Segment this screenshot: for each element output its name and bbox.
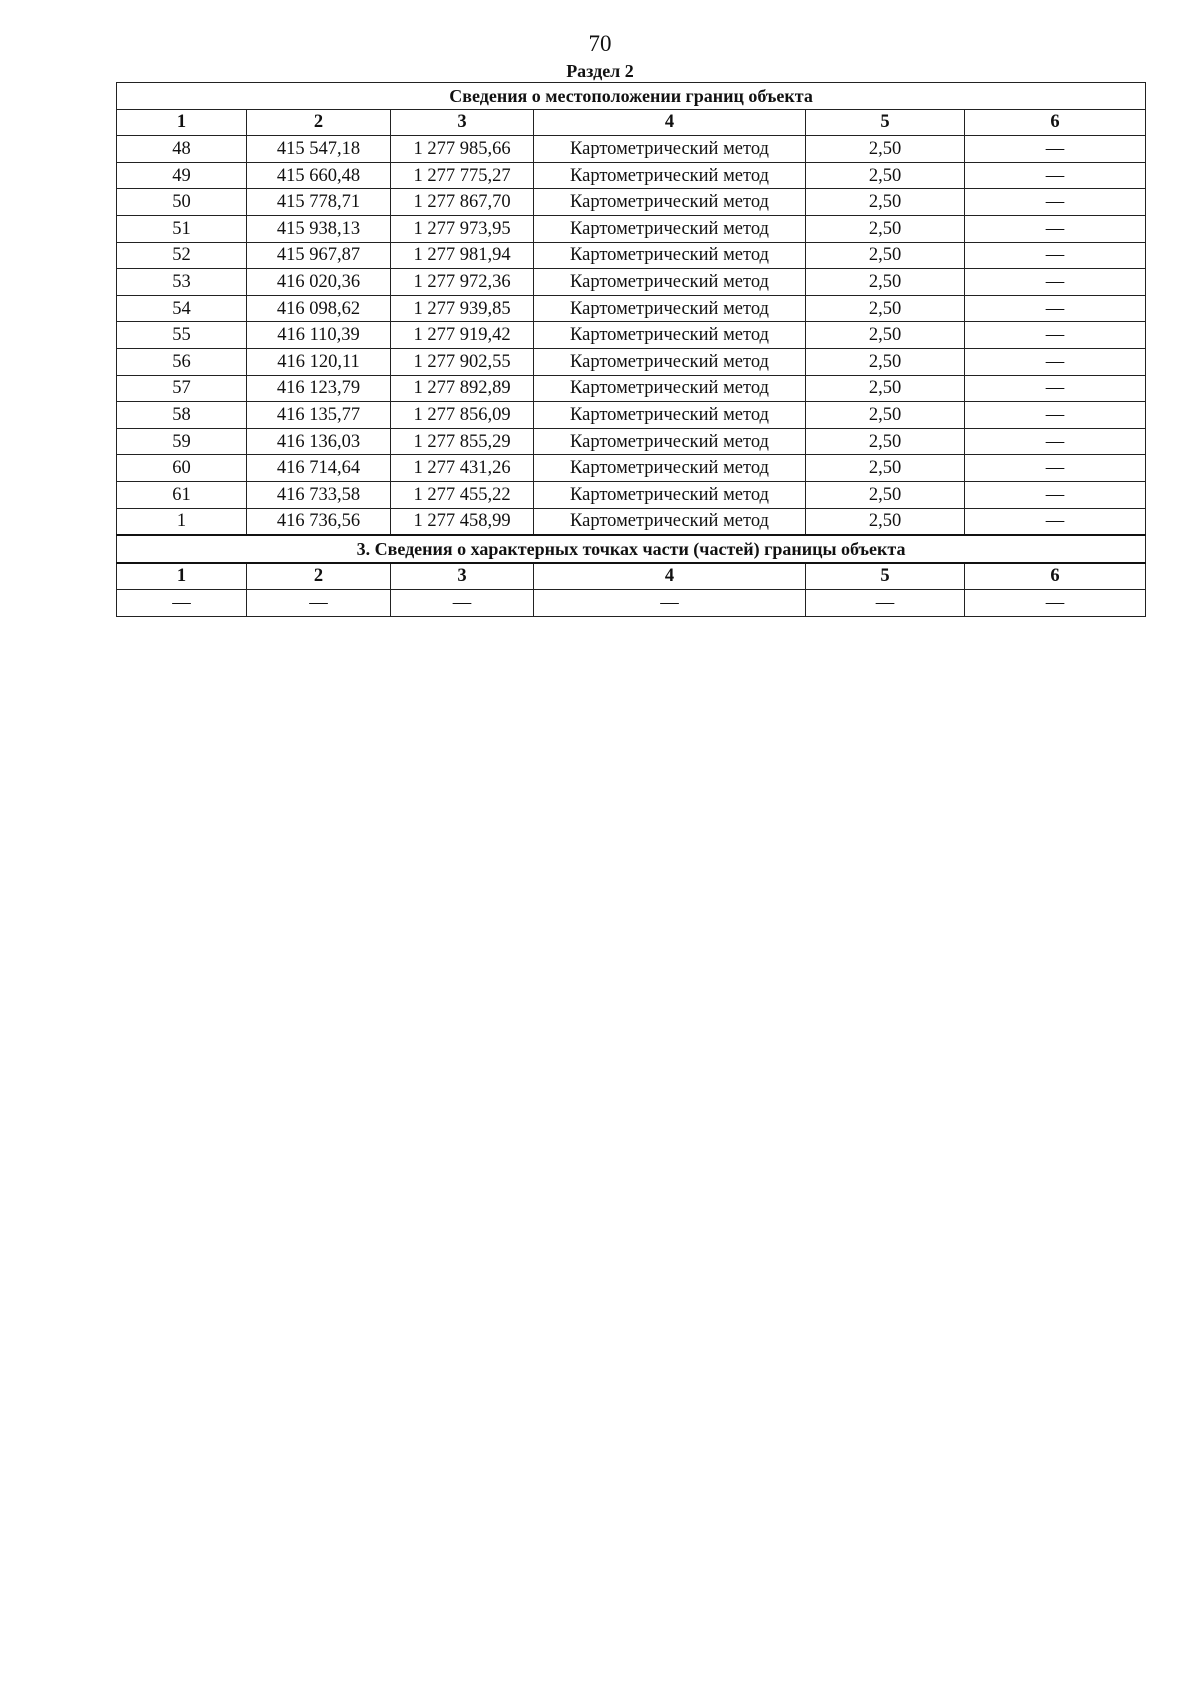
- table-row: [117, 162, 1146, 189]
- column-number-cell: 4: [534, 563, 806, 590]
- table-row: [117, 590, 1146, 617]
- table-cell: 416 110,39: [247, 322, 391, 349]
- table-cell: —: [965, 269, 1146, 296]
- table-row: [117, 508, 1146, 535]
- table-row: [117, 428, 1146, 455]
- table-cell: 415 547,18: [247, 136, 391, 163]
- table-cell: Картометрический метод: [534, 402, 806, 429]
- table-cell: 57: [117, 375, 247, 402]
- table-cell: —: [247, 590, 391, 617]
- table-row: [117, 136, 1146, 163]
- table-cell: —: [965, 322, 1146, 349]
- table-cell: Картометрический метод: [534, 375, 806, 402]
- table-cell: 2,50: [806, 428, 965, 455]
- table-cell: —: [965, 295, 1146, 322]
- table-cell: 2,50: [806, 322, 965, 349]
- table-cell: —: [965, 215, 1146, 242]
- table-cell: Картометрический метод: [534, 348, 806, 375]
- table-cell: 1: [117, 508, 247, 535]
- table-row: [117, 269, 1146, 296]
- table-cell: 1 277 431,26: [391, 455, 534, 482]
- table-cell: 56: [117, 348, 247, 375]
- table-cell: Картометрический метод: [534, 269, 806, 296]
- table2-caption-row: [117, 535, 1146, 563]
- table-cell: —: [965, 189, 1146, 216]
- table-cell: 1 277 867,70: [391, 189, 534, 216]
- table2-column-numbers-row: [117, 563, 1146, 590]
- table-cell: 1 277 856,09: [391, 402, 534, 429]
- table-cell: 1 277 892,89: [391, 375, 534, 402]
- table-cell: —: [965, 508, 1146, 535]
- table-row: [117, 215, 1146, 242]
- table-cell: —: [965, 348, 1146, 375]
- table-cell: 1 277 458,99: [391, 508, 534, 535]
- column-number-cell: 2: [247, 109, 391, 136]
- table-cell: Картометрический метод: [534, 322, 806, 349]
- table-cell: —: [965, 375, 1146, 402]
- table-cell: 2,50: [806, 242, 965, 269]
- table-cell: 55: [117, 322, 247, 349]
- table-cell: —: [391, 590, 534, 617]
- table-cell: 48: [117, 136, 247, 163]
- table-row: [117, 375, 1146, 402]
- table-row: [117, 242, 1146, 269]
- table-row: [117, 481, 1146, 508]
- table-cell: Картометрический метод: [534, 481, 806, 508]
- table-row: [117, 348, 1146, 375]
- table-cell: —: [965, 402, 1146, 429]
- table-cell: 1 277 981,94: [391, 242, 534, 269]
- table-cell: —: [534, 590, 806, 617]
- table-cell: 415 938,13: [247, 215, 391, 242]
- column-number-cell: 4: [534, 109, 806, 136]
- column-number-cell: 1: [117, 109, 247, 136]
- table-cell: 2,50: [806, 189, 965, 216]
- table-cell: 1 277 985,66: [391, 136, 534, 163]
- table-cell: 416 135,77: [247, 402, 391, 429]
- table-cell: 416 098,62: [247, 295, 391, 322]
- table-cell: Картометрический метод: [534, 136, 806, 163]
- table-cell: —: [965, 590, 1146, 617]
- table-cell: 416 714,64: [247, 455, 391, 482]
- table-cell: 1 277 455,22: [391, 481, 534, 508]
- table-cell: Картометрический метод: [534, 508, 806, 535]
- column-number-cell: 1: [117, 563, 247, 590]
- table-cell: 416 120,11: [247, 348, 391, 375]
- table-cell: —: [965, 136, 1146, 163]
- section-title: Раздел 2: [566, 61, 634, 81]
- table-cell: —: [806, 590, 965, 617]
- column-number-cell: 3: [391, 109, 534, 136]
- table-cell: 2,50: [806, 481, 965, 508]
- table-cell: 415 660,48: [247, 162, 391, 189]
- table-cell: 415 967,87: [247, 242, 391, 269]
- table-cell: Картометрический метод: [534, 162, 806, 189]
- table-cell: 416 136,03: [247, 428, 391, 455]
- table-cell: 416 733,58: [247, 481, 391, 508]
- table-cell: 2,50: [806, 295, 965, 322]
- table-cell: Картометрический метод: [534, 455, 806, 482]
- table-cell: 49: [117, 162, 247, 189]
- table-cell: 2,50: [806, 215, 965, 242]
- table-cell: 1 277 972,36: [391, 269, 534, 296]
- table-cell: Картометрический метод: [534, 189, 806, 216]
- page-number: 70: [588, 31, 612, 56]
- table-cell: 2,50: [806, 162, 965, 189]
- column-number-cell: 5: [806, 563, 965, 590]
- table-cell: Картометрический метод: [534, 242, 806, 269]
- table1-caption: Сведения о местоположении границ объекта: [117, 83, 1146, 110]
- table-cell: —: [965, 162, 1146, 189]
- table-cell: 54: [117, 295, 247, 322]
- table-cell: 60: [117, 455, 247, 482]
- table2-caption: 3. Сведения о характерных точках части (частей) границы объекта: [117, 535, 1146, 563]
- table-cell: 416 123,79: [247, 375, 391, 402]
- table-row: [117, 402, 1146, 429]
- table-row: [117, 455, 1146, 482]
- table-cell: —: [117, 590, 247, 617]
- table-cell: 1 277 775,27: [391, 162, 534, 189]
- column-number-cell: 6: [965, 109, 1146, 136]
- table-cell: 1 277 939,85: [391, 295, 534, 322]
- table-cell: Картометрический метод: [534, 215, 806, 242]
- table-cell: 2,50: [806, 455, 965, 482]
- table-cell: 1 277 919,42: [391, 322, 534, 349]
- table-cell: —: [965, 242, 1146, 269]
- table-cell: —: [965, 455, 1146, 482]
- table-cell: 58: [117, 402, 247, 429]
- table-cell: 1 277 902,55: [391, 348, 534, 375]
- table-cell: 52: [117, 242, 247, 269]
- table1-caption-row: [117, 83, 1146, 110]
- table1-column-numbers-row: [117, 109, 1146, 136]
- table-row: [117, 189, 1146, 216]
- table-cell: —: [965, 428, 1146, 455]
- table-body: [117, 83, 1146, 617]
- column-number-cell: 2: [247, 563, 391, 590]
- column-number-cell: 5: [806, 109, 965, 136]
- table-cell: 2,50: [806, 508, 965, 535]
- table-cell: —: [965, 481, 1146, 508]
- table-cell: 2,50: [806, 136, 965, 163]
- table-cell: 1 277 973,95: [391, 215, 534, 242]
- table-cell: Картометрический метод: [534, 428, 806, 455]
- table-cell: 2,50: [806, 402, 965, 429]
- table-cell: 416 736,56: [247, 508, 391, 535]
- table-row: [117, 295, 1146, 322]
- table-cell: 2,50: [806, 348, 965, 375]
- column-number-cell: 6: [965, 563, 1146, 590]
- table-cell: 1 277 855,29: [391, 428, 534, 455]
- table-cell: 415 778,71: [247, 189, 391, 216]
- table-cell: Картометрический метод: [534, 295, 806, 322]
- table-cell: 61: [117, 481, 247, 508]
- table-cell: 50: [117, 189, 247, 216]
- table-row: [117, 322, 1146, 349]
- table-cell: 51: [117, 215, 247, 242]
- table-cell: 53: [117, 269, 247, 296]
- column-number-cell: 3: [391, 563, 534, 590]
- table-cell: 2,50: [806, 269, 965, 296]
- table-cell: 416 020,36: [247, 269, 391, 296]
- table-cell: 59: [117, 428, 247, 455]
- boundary-table: [116, 82, 1146, 617]
- table-cell: 2,50: [806, 375, 965, 402]
